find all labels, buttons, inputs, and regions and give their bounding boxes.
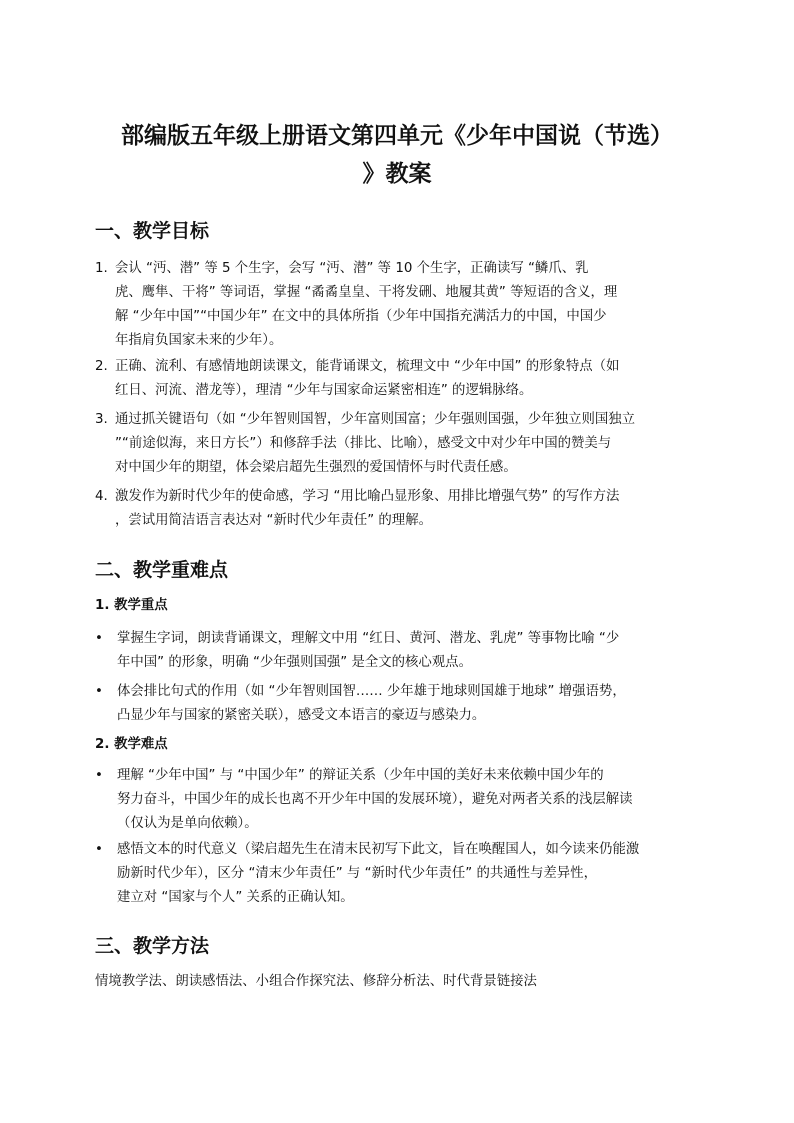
difficult-point-2-text-1: 感悟文本的时代意义（梁启超先生在清末民初写下此文，旨在唤醒国人，如今读来仍能激 [117, 842, 640, 857]
objective-4-text-1: 激发作为新时代少年的使命感，学习 “用比喻凸显形象、用排比增强气势” 的写作方法 [115, 489, 620, 504]
key-point-bullet-1 [95, 627, 695, 675]
objective-item-3 [95, 408, 695, 480]
key-point-1-text-1: 掌握生字词，朗读背诵课文，理解文中用 “红日、黄河、潜龙、乳虎” 等事物比喻 “少 [117, 631, 620, 646]
objective-3-text-1: 通过抓关键语句（如 “少年智则国智，少年富则国富；少年强则国强，少年独立则国独立 [115, 412, 636, 427]
section-heading-key-points: 二、教学重难点 [95, 559, 229, 581]
difficult-point-bullet-1 [95, 764, 695, 836]
difficult-point-1-text-2: 努力奋斗，中国少年的成长也离不开少年中国的发展环境），避免对两者关系的浅层解读 [117, 792, 633, 807]
objective-4-text-2: ，尝试用简洁语言表达对 “新时代少年责任” 的理解。 [115, 513, 432, 528]
objective-2-number: 2. [95, 359, 108, 374]
document-title-line-1: 部编版五年级上册语文第四单元《少年中国说（节选） [121, 122, 673, 149]
objective-2-text-2: 红日、河流、潜龙等），理清 “少年与国家命运紧密相连” 的逻辑脉络。 [115, 383, 533, 398]
objective-item-1 [95, 257, 695, 353]
objective-2-text-1: 正确、流利、有感情地朗读课文，能背诵课文，梳理文中 “少年中国” 的形象特点（如 [115, 359, 620, 374]
objective-item-2 [95, 355, 695, 403]
key-point-2-text-1: 体会排比句式的作用（如 “少年智则国智…… 少年雄于地球则国雄于地球” 增强语势， [117, 684, 626, 699]
objective-1-text-2: 虎、鹰隼、干将” 等词语，掌握 “矞矞皇皇、干将发硎、地履其黄” 等短语的含义，理 [115, 285, 618, 300]
objective-1-text-1: 会认 “沔、潜” 等 5 个生字，会写 “沔、潜” 等 10 个生字，正确读写 “鳞爪、乳 [115, 261, 589, 276]
bullet-icon: • [95, 768, 103, 783]
difficult-point-1-text-1: 理解 “少年中国” 与 “中国少年” 的辩证关系（少年中国的美好未来依赖中国少年的 [117, 768, 604, 783]
objective-3-text-3: 对中国少年的期望，体会梁启超先生强烈的爱国情怀与时代责任感。 [115, 460, 517, 475]
objective-1-text-4: 年指肩负国家未来的少年）。 [115, 333, 283, 348]
objective-1-number: 1. [95, 261, 108, 276]
objective-item-4 [95, 485, 695, 533]
difficult-point-2-text-2: 励新时代少年），区分 “清末少年责任” 与 “新时代少年责任” 的共通性与差异性， [117, 866, 597, 881]
key-point-2-text-2: 凸显少年与国家的紧密关联），感受文本语言的豪迈与感染力。 [117, 708, 486, 723]
document-title-line-2: 》教案 [362, 160, 432, 187]
subheading-difficult-points: 2. 教学难点 [95, 737, 168, 752]
objective-3-text-2: ”“前途似海，来日方长”）和修辞手法（排比、比喻），感受文中对少年中国的赞美与 [115, 436, 612, 451]
bullet-icon: • [95, 842, 103, 857]
objective-4-number: 4. [95, 489, 108, 504]
objective-3-number: 3. [95, 412, 108, 427]
key-point-bullet-2 [95, 680, 695, 728]
difficult-point-bullet-2 [95, 838, 695, 910]
section-heading-methods: 三、教学方法 [95, 935, 210, 957]
key-point-1-text-2: 年中国” 的形象，明确 “少年强则国强” 是全文的核心观点。 [117, 655, 472, 670]
difficult-point-1-text-3: （仅认为是单向依赖）。 [117, 816, 258, 831]
subheading-key-points: 1. 教学重点 [95, 598, 168, 613]
methods-text: 情境教学法、朗读感悟法、小组合作探究法、修辞分析法、时代背景链接法 [95, 974, 537, 989]
objective-1-text-3: 解 “少年中国”“中国少年” 在文中的具体所指（少年中国指充满活力的中国，中国少 [115, 309, 607, 324]
bullet-icon: • [95, 684, 103, 699]
section-heading-objectives: 一、教学目标 [95, 220, 210, 242]
bullet-icon: • [95, 631, 103, 646]
difficult-point-2-text-3: 建立对 “国家与个人” 关系的正确认知。 [117, 890, 354, 905]
objective-1-line-1 [95, 257, 695, 281]
